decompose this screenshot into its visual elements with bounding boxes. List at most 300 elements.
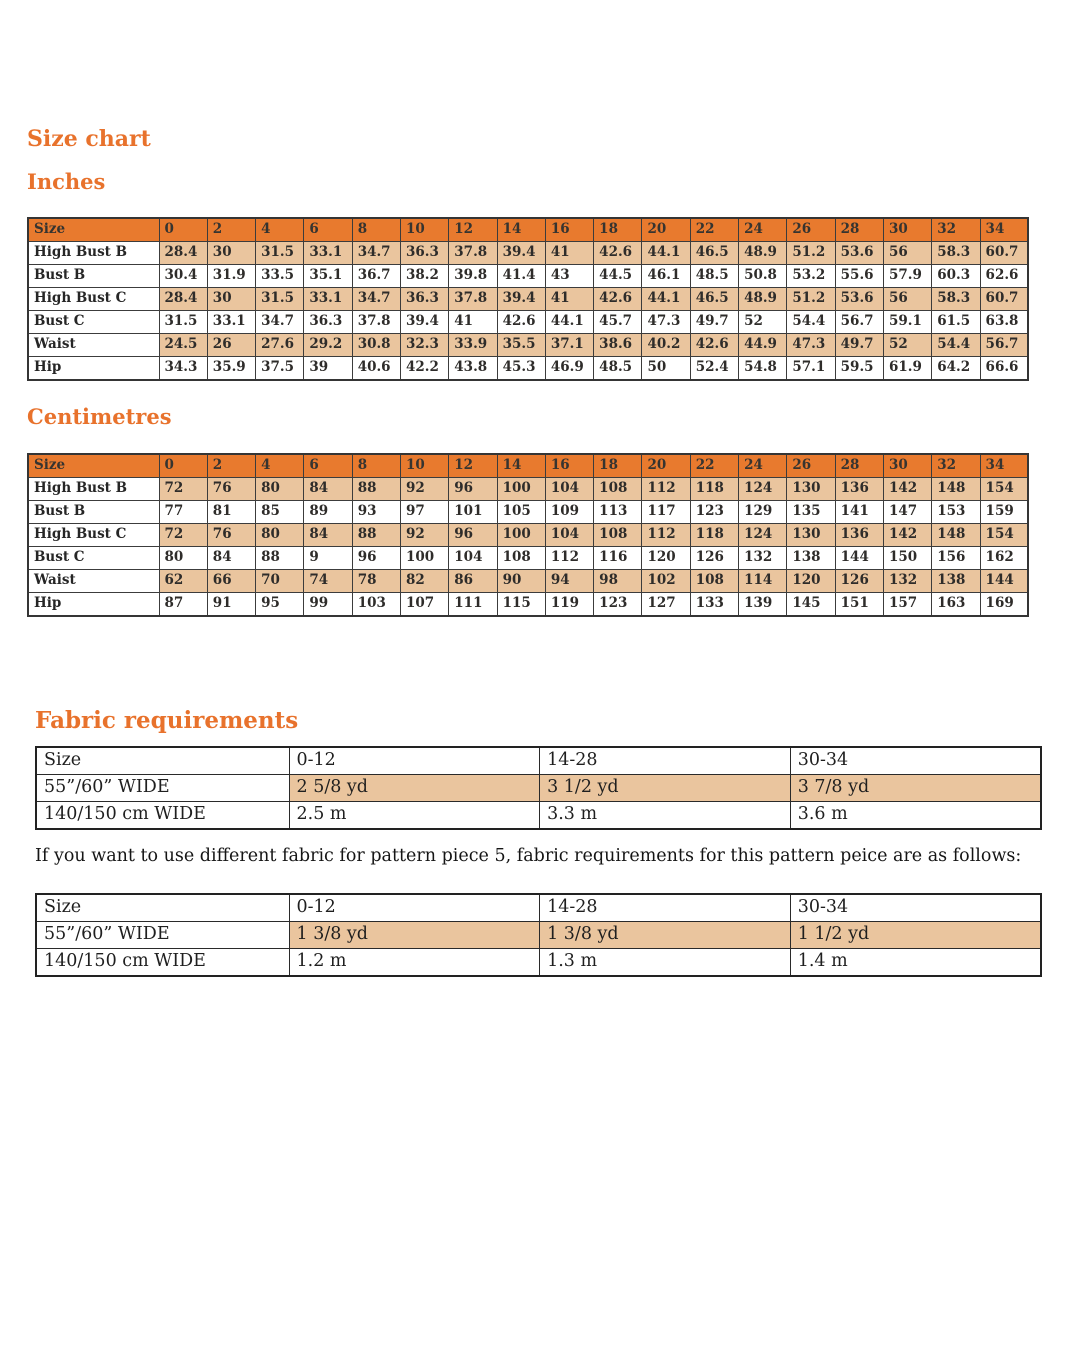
size-table-header-cell: 30: [883, 454, 931, 478]
measurement-value-cell: 154: [980, 524, 1028, 547]
measurement-value-cell: 39.4: [400, 311, 448, 334]
measurement-value-cell: 127: [642, 593, 690, 617]
measurement-value-cell: 46.1: [642, 265, 690, 288]
size-table-header-cell: 28: [835, 218, 883, 242]
measurement-value-cell: 98: [594, 570, 642, 593]
measurement-value-cell: 44.1: [642, 288, 690, 311]
measurement-value-cell: 109: [545, 501, 593, 524]
measurement-value-cell: 105: [497, 501, 545, 524]
measurement-row: [28, 501, 1028, 524]
measurement-value-cell: 24.5: [159, 334, 207, 357]
measurement-value-cell: 94: [545, 570, 593, 593]
measurement-value-cell: 37.8: [352, 311, 400, 334]
measurement-value-cell: 30: [207, 288, 255, 311]
measurement-value-cell: 84: [304, 524, 352, 547]
fabric-value-cell: 14-28: [540, 894, 791, 922]
pattern-piece-note: If you want to use different fabric for pattern piece 5, fabric requirements for this pattern peice are as follows:: [35, 846, 1022, 866]
measurement-value-cell: 99: [304, 593, 352, 617]
measurement-value-cell: 54.8: [739, 357, 787, 381]
measurement-value-cell: 102: [642, 570, 690, 593]
measurement-value-cell: 96: [449, 524, 497, 547]
measurement-value-cell: 135: [787, 501, 835, 524]
size-table-header-cell: 20: [642, 218, 690, 242]
fabric-value-cell: 1.2 m: [289, 949, 540, 977]
measurement-value-cell: 88: [352, 524, 400, 547]
measurement-value-cell: 41: [545, 288, 593, 311]
measurement-value-cell: 31.5: [159, 311, 207, 334]
measurement-value-cell: 43.8: [449, 357, 497, 381]
measurement-value-cell: 36.3: [400, 288, 448, 311]
measurement-value-cell: 60.7: [980, 242, 1028, 265]
measurement-row-label: High Bust B: [28, 478, 159, 501]
measurement-value-cell: 119: [545, 593, 593, 617]
measurement-value-cell: 126: [690, 547, 738, 570]
measurement-value-cell: 46.9: [545, 357, 593, 381]
measurement-value-cell: 41: [545, 242, 593, 265]
size-table-header-cell: 0: [159, 218, 207, 242]
measurement-value-cell: 80: [256, 478, 304, 501]
measurement-value-cell: 123: [594, 593, 642, 617]
measurement-value-cell: 37.5: [256, 357, 304, 381]
fabric-value-cell: 2 5/8 yd: [289, 775, 540, 802]
fabric-value-cell: 0-12: [289, 894, 540, 922]
fabric-row-label: 140/150 cm WIDE: [36, 802, 289, 830]
inches-section-heading: Inches: [27, 169, 106, 194]
measurement-value-cell: 108: [497, 547, 545, 570]
measurement-value-cell: 48.9: [739, 242, 787, 265]
measurement-value-cell: 39: [304, 357, 352, 381]
measurement-row-label: Bust C: [28, 547, 159, 570]
measurement-value-cell: 28.4: [159, 288, 207, 311]
measurement-value-cell: 113: [594, 501, 642, 524]
size-table-header-cell: 2: [207, 454, 255, 478]
measurement-value-cell: 80: [256, 524, 304, 547]
fabric-value-cell: 1 3/8 yd: [540, 922, 791, 949]
measurement-value-cell: 108: [594, 524, 642, 547]
measurement-value-cell: 72: [159, 478, 207, 501]
fabric-value-cell: 0-12: [289, 747, 540, 775]
measurement-value-cell: 101: [449, 501, 497, 524]
measurement-value-cell: 56.7: [980, 334, 1028, 357]
measurement-value-cell: 54.4: [932, 334, 980, 357]
fabric-table-row: [36, 894, 1041, 922]
measurement-value-cell: 37.8: [449, 242, 497, 265]
measurement-row: [28, 570, 1028, 593]
measurement-value-cell: 72: [159, 524, 207, 547]
measurement-value-cell: 100: [497, 478, 545, 501]
size-table-header-cell: 26: [787, 218, 835, 242]
size-table-header-cell: 28: [835, 454, 883, 478]
measurement-value-cell: 62: [159, 570, 207, 593]
size-table-header-cell: 24: [739, 454, 787, 478]
measurement-value-cell: 48.5: [594, 357, 642, 381]
measurement-value-cell: 148: [932, 524, 980, 547]
measurement-value-cell: 63.8: [980, 311, 1028, 334]
size-table-header-cell: 16: [545, 454, 593, 478]
measurement-value-cell: 30: [207, 242, 255, 265]
measurement-value-cell: 52.4: [690, 357, 738, 381]
measurement-value-cell: 96: [352, 547, 400, 570]
fabric-row-label: 140/150 cm WIDE: [36, 949, 289, 977]
measurement-row-label: Bust C: [28, 311, 159, 334]
measurement-value-cell: 84: [207, 547, 255, 570]
size-table-header-cell: 32: [932, 218, 980, 242]
centimetres-section-heading: Centimetres: [27, 404, 172, 429]
page-title: Size chart: [27, 126, 151, 152]
measurement-value-cell: 130: [787, 478, 835, 501]
measurement-value-cell: 39.8: [449, 265, 497, 288]
measurement-value-cell: 49.7: [835, 334, 883, 357]
measurement-value-cell: 159: [980, 501, 1028, 524]
measurement-value-cell: 111: [449, 593, 497, 617]
measurement-row: [28, 334, 1028, 357]
size-table-header-cell: 4: [256, 454, 304, 478]
measurement-value-cell: 108: [690, 570, 738, 593]
fabric-value-cell: 14-28: [540, 747, 791, 775]
measurement-value-cell: 144: [980, 570, 1028, 593]
measurement-value-cell: 37.1: [545, 334, 593, 357]
measurement-value-cell: 35.5: [497, 334, 545, 357]
measurement-value-cell: 64.2: [932, 357, 980, 381]
measurement-value-cell: 42.6: [594, 242, 642, 265]
measurement-value-cell: 44.1: [642, 242, 690, 265]
measurement-value-cell: 141: [835, 501, 883, 524]
measurement-value-cell: 32.3: [400, 334, 448, 357]
size-table-header-cell: 20: [642, 454, 690, 478]
measurement-value-cell: 44.1: [545, 311, 593, 334]
fabric-table-row: [36, 802, 1041, 830]
measurement-value-cell: 61.5: [932, 311, 980, 334]
fabric-value-cell: 1.4 m: [790, 949, 1041, 977]
measurement-value-cell: 57.9: [883, 265, 931, 288]
measurement-value-cell: 51.2: [787, 288, 835, 311]
centimetres-size-table: [27, 453, 1029, 617]
measurement-value-cell: 61.9: [883, 357, 931, 381]
measurement-value-cell: 130: [787, 524, 835, 547]
measurement-value-cell: 144: [835, 547, 883, 570]
measurement-value-cell: 28.4: [159, 242, 207, 265]
size-table-header-cell: 2: [207, 218, 255, 242]
size-table-header-cell: 32: [932, 454, 980, 478]
measurement-value-cell: 118: [690, 478, 738, 501]
size-table-header-cell: 16: [545, 218, 593, 242]
measurement-value-cell: 36.3: [400, 242, 448, 265]
fabric-value-cell: 1 1/2 yd: [790, 922, 1041, 949]
measurement-value-cell: 58.3: [932, 288, 980, 311]
measurement-value-cell: 85: [256, 501, 304, 524]
size-table-header-cell: 12: [449, 454, 497, 478]
measurement-value-cell: 108: [594, 478, 642, 501]
measurement-value-cell: 39.4: [497, 288, 545, 311]
size-table-header-cell: 4: [256, 218, 304, 242]
size-table-header-cell: 10: [400, 218, 448, 242]
measurement-value-cell: 66: [207, 570, 255, 593]
size-table-header-cell: 34: [980, 454, 1028, 478]
measurement-value-cell: 33.5: [256, 265, 304, 288]
inches-size-table: [27, 217, 1029, 381]
measurement-value-cell: 47.3: [787, 334, 835, 357]
size-table-header-cell: 0: [159, 454, 207, 478]
measurement-value-cell: 34.7: [256, 311, 304, 334]
measurement-value-cell: 157: [883, 593, 931, 617]
measurement-value-cell: 142: [883, 478, 931, 501]
measurement-value-cell: 112: [642, 478, 690, 501]
measurement-value-cell: 151: [835, 593, 883, 617]
measurement-row-label: Waist: [28, 570, 159, 593]
measurement-value-cell: 82: [400, 570, 448, 593]
measurement-value-cell: 33.1: [304, 242, 352, 265]
measurement-value-cell: 129: [739, 501, 787, 524]
fabric-value-cell: 1.3 m: [540, 949, 791, 977]
measurement-value-cell: 136: [835, 524, 883, 547]
measurement-value-cell: 116: [594, 547, 642, 570]
fabric-row-label: Size: [36, 747, 289, 775]
measurement-value-cell: 36.3: [304, 311, 352, 334]
measurement-value-cell: 36.7: [352, 265, 400, 288]
measurement-row: [28, 288, 1028, 311]
measurement-value-cell: 47.3: [642, 311, 690, 334]
measurement-value-cell: 104: [545, 524, 593, 547]
fabric-requirements-heading: Fabric requirements: [35, 707, 299, 734]
measurement-value-cell: 139: [739, 593, 787, 617]
fabric-value-cell: 2.5 m: [289, 802, 540, 830]
measurement-value-cell: 124: [739, 524, 787, 547]
size-table-header-cell: 22: [690, 218, 738, 242]
measurement-value-cell: 53.6: [835, 242, 883, 265]
measurement-value-cell: 59.1: [883, 311, 931, 334]
measurement-value-cell: 78: [352, 570, 400, 593]
measurement-value-cell: 89: [304, 501, 352, 524]
measurement-row-label: Hip: [28, 357, 159, 381]
measurement-value-cell: 56: [883, 242, 931, 265]
fabric-requirements-table: [35, 746, 1042, 830]
measurement-value-cell: 37.8: [449, 288, 497, 311]
measurement-row: [28, 547, 1028, 570]
fabric-value-cell: 3 1/2 yd: [540, 775, 791, 802]
measurement-value-cell: 31.9: [207, 265, 255, 288]
measurement-value-cell: 44.5: [594, 265, 642, 288]
measurement-value-cell: 104: [449, 547, 497, 570]
measurement-value-cell: 33.9: [449, 334, 497, 357]
size-table-header-cell: 14: [497, 218, 545, 242]
size-table-header-cell: 8: [352, 218, 400, 242]
measurement-row: [28, 242, 1028, 265]
measurement-value-cell: 91: [207, 593, 255, 617]
measurement-value-cell: 26: [207, 334, 255, 357]
size-table-header-cell: 6: [304, 454, 352, 478]
measurement-value-cell: 142: [883, 524, 931, 547]
measurement-value-cell: 92: [400, 478, 448, 501]
measurement-value-cell: 96: [449, 478, 497, 501]
measurement-value-cell: 41.4: [497, 265, 545, 288]
measurement-row-label: Hip: [28, 593, 159, 617]
measurement-value-cell: 49.7: [690, 311, 738, 334]
measurement-value-cell: 86: [449, 570, 497, 593]
size-table-header-cell: 6: [304, 218, 352, 242]
measurement-value-cell: 77: [159, 501, 207, 524]
measurement-value-cell: 59.5: [835, 357, 883, 381]
measurement-value-cell: 88: [352, 478, 400, 501]
measurement-value-cell: 90: [497, 570, 545, 593]
measurement-value-cell: 50.8: [739, 265, 787, 288]
measurement-value-cell: 35.1: [304, 265, 352, 288]
measurement-value-cell: 43: [545, 265, 593, 288]
measurement-value-cell: 53.6: [835, 288, 883, 311]
measurement-row-label: Bust B: [28, 501, 159, 524]
size-table-header-cell: 14: [497, 454, 545, 478]
measurement-value-cell: 169: [980, 593, 1028, 617]
size-table-header-cell: 10: [400, 454, 448, 478]
measurement-value-cell: 120: [642, 547, 690, 570]
measurement-value-cell: 100: [400, 547, 448, 570]
measurement-value-cell: 138: [787, 547, 835, 570]
fabric-value-cell: 30-34: [790, 894, 1041, 922]
measurement-row-label: Waist: [28, 334, 159, 357]
measurement-value-cell: 66.6: [980, 357, 1028, 381]
measurement-value-cell: 104: [545, 478, 593, 501]
size-table-header-cell: 18: [594, 454, 642, 478]
measurement-value-cell: 100: [497, 524, 545, 547]
size-table-header-cell: 34: [980, 218, 1028, 242]
measurement-value-cell: 35.9: [207, 357, 255, 381]
measurement-value-cell: 112: [545, 547, 593, 570]
measurement-value-cell: 55.6: [835, 265, 883, 288]
measurement-value-cell: 62.6: [980, 265, 1028, 288]
fabric-row-label: 55”/60” WIDE: [36, 775, 289, 802]
measurement-value-cell: 57.1: [787, 357, 835, 381]
measurement-row: [28, 357, 1028, 381]
measurement-value-cell: 56.7: [835, 311, 883, 334]
measurement-value-cell: 44.9: [739, 334, 787, 357]
measurement-value-cell: 60.3: [932, 265, 980, 288]
measurement-value-cell: 31.5: [256, 242, 304, 265]
measurement-value-cell: 93: [352, 501, 400, 524]
fabric-row-label: Size: [36, 894, 289, 922]
measurement-value-cell: 136: [835, 478, 883, 501]
measurement-value-cell: 53.2: [787, 265, 835, 288]
measurement-value-cell: 9: [304, 547, 352, 570]
fabric-value-cell: 3.6 m: [790, 802, 1041, 830]
measurement-value-cell: 81: [207, 501, 255, 524]
measurement-row-label: High Bust C: [28, 524, 159, 547]
measurement-value-cell: 45.7: [594, 311, 642, 334]
size-table-header-cell: 26: [787, 454, 835, 478]
measurement-value-cell: 70: [256, 570, 304, 593]
measurement-value-cell: 153: [932, 501, 980, 524]
measurement-value-cell: 56: [883, 288, 931, 311]
measurement-value-cell: 92: [400, 524, 448, 547]
measurement-value-cell: 41: [449, 311, 497, 334]
measurement-value-cell: 150: [883, 547, 931, 570]
measurement-value-cell: 40.6: [352, 357, 400, 381]
measurement-value-cell: 54.4: [787, 311, 835, 334]
measurement-value-cell: 34.7: [352, 288, 400, 311]
measurement-value-cell: 117: [642, 501, 690, 524]
measurement-row: [28, 311, 1028, 334]
size-table-header-cell: 24: [739, 218, 787, 242]
fabric-value-cell: 3.3 m: [540, 802, 791, 830]
measurement-value-cell: 95: [256, 593, 304, 617]
measurement-value-cell: 145: [787, 593, 835, 617]
measurement-value-cell: 107: [400, 593, 448, 617]
measurement-value-cell: 88: [256, 547, 304, 570]
measurement-value-cell: 156: [932, 547, 980, 570]
measurement-value-cell: 34.3: [159, 357, 207, 381]
measurement-value-cell: 123: [690, 501, 738, 524]
measurement-value-cell: 46.5: [690, 242, 738, 265]
measurement-value-cell: 115: [497, 593, 545, 617]
fabric-table-row: [36, 747, 1041, 775]
measurement-value-cell: 42.6: [594, 288, 642, 311]
measurement-row: [28, 265, 1028, 288]
measurement-value-cell: 148: [932, 478, 980, 501]
measurement-value-cell: 51.2: [787, 242, 835, 265]
measurement-value-cell: 120: [787, 570, 835, 593]
measurement-value-cell: 138: [932, 570, 980, 593]
measurement-row-label: High Bust B: [28, 242, 159, 265]
measurement-value-cell: 45.3: [497, 357, 545, 381]
fabric-requirements-table-piece5: [35, 893, 1042, 977]
measurement-value-cell: 124: [739, 478, 787, 501]
measurement-value-cell: 30.4: [159, 265, 207, 288]
measurement-value-cell: 74: [304, 570, 352, 593]
size-table-header-cell: 30: [883, 218, 931, 242]
measurement-value-cell: 27.6: [256, 334, 304, 357]
fabric-table-row: [36, 775, 1041, 802]
measurement-row-label: High Bust C: [28, 288, 159, 311]
fabric-value-cell: 30-34: [790, 747, 1041, 775]
measurement-value-cell: 133: [690, 593, 738, 617]
measurement-value-cell: 48.9: [739, 288, 787, 311]
size-table-header-cell: 22: [690, 454, 738, 478]
measurement-value-cell: 163: [932, 593, 980, 617]
measurement-value-cell: 52: [883, 334, 931, 357]
measurement-value-cell: 58.3: [932, 242, 980, 265]
measurement-row: [28, 593, 1028, 617]
measurement-value-cell: 33.1: [207, 311, 255, 334]
measurement-value-cell: 87: [159, 593, 207, 617]
measurement-value-cell: 42.6: [690, 334, 738, 357]
measurement-value-cell: 162: [980, 547, 1028, 570]
size-table-header-cell: 12: [449, 218, 497, 242]
fabric-table-row: [36, 922, 1041, 949]
measurement-value-cell: 112: [642, 524, 690, 547]
measurement-value-cell: 48.5: [690, 265, 738, 288]
measurement-value-cell: 126: [835, 570, 883, 593]
measurement-value-cell: 31.5: [256, 288, 304, 311]
measurement-value-cell: 52: [739, 311, 787, 334]
measurement-value-cell: 103: [352, 593, 400, 617]
measurement-value-cell: 33.1: [304, 288, 352, 311]
size-table-header-label: Size: [28, 454, 159, 478]
fabric-value-cell: 3 7/8 yd: [790, 775, 1041, 802]
measurement-value-cell: 46.5: [690, 288, 738, 311]
fabric-row-label: 55”/60” WIDE: [36, 922, 289, 949]
fabric-value-cell: 1 3/8 yd: [289, 922, 540, 949]
measurement-value-cell: 30.8: [352, 334, 400, 357]
measurement-value-cell: 154: [980, 478, 1028, 501]
size-table-header-label: Size: [28, 218, 159, 242]
measurement-row-label: Bust B: [28, 265, 159, 288]
size-table-header-cell: 8: [352, 454, 400, 478]
measurement-value-cell: 80: [159, 547, 207, 570]
measurement-value-cell: 76: [207, 524, 255, 547]
measurement-value-cell: 50: [642, 357, 690, 381]
measurement-value-cell: 76: [207, 478, 255, 501]
size-table-header-row: [28, 218, 1028, 242]
measurement-value-cell: 132: [739, 547, 787, 570]
measurement-row: [28, 524, 1028, 547]
